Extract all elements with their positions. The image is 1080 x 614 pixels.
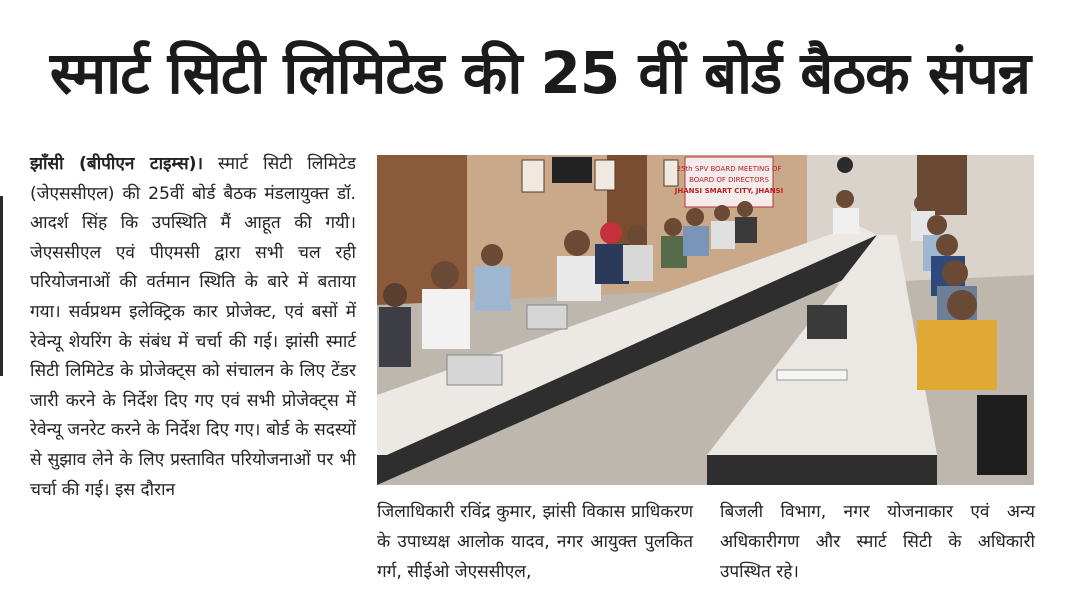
papers: [777, 370, 847, 380]
meeting-photo: [377, 155, 1034, 485]
column-rule: [0, 196, 3, 376]
banner-line-3: JHANSI SMART CITY, JHANSI: [674, 187, 784, 195]
wall-frame: [522, 160, 544, 192]
laptop: [807, 305, 847, 339]
television: [552, 157, 592, 183]
meeting-photo-illustration: [377, 155, 1034, 485]
article-column-left: [30, 150, 356, 505]
right-table-front: [707, 455, 937, 485]
headline: स्मार्ट सिटी लिमिटेड की 25 वीं बोर्ड बैठक संपन्न: [49, 38, 1031, 107]
emblem: [837, 157, 853, 173]
laptop: [527, 305, 567, 329]
banner-line-1: 25th SPV BOARD MEETING OF: [676, 165, 782, 173]
article-body: स्मार्ट सिटी लिमिटेड (जेएससीएल) की 25वीं बोर्ड बैठक मंडलायुक्त डॉ. आदर्श सिंह कि उपस्थिति मैं आहूत की गयी। जेएससीएल एवं पीएमसी द्वारा सभी चल रही परियोजनाओं की वर्तमान स्थिति के बारे में बताया गया। सर्वप्रथम इलेक्ट्रिक कार प्रोजेक्ट, एवं बसों में रेवेन्यू शेयरिंग के संबंध में चर्चा की गई। झांसी स्मार्ट सिटी लिमिटेड के प्रोजेक्ट्स को संचालन के लिए टेंडर जारी करने के निर्देश दिए गए एवं सभी प्रोजेक्ट्स में रेवेन्यू जनरेट करने के निर्देश दिए गए। बोर्ड के सदस्यों से सुझाव लेने के लिए प्रस्तावित परियोजनाओं पर भी चर्चा की गई। इस दौरान: [30, 154, 356, 500]
chair: [977, 395, 1027, 475]
laptop: [447, 355, 502, 385]
wall-frame: [595, 160, 615, 190]
wall-frame: [664, 160, 678, 186]
dateline: झाँसी (बीपीएन टाइम्स)।: [30, 154, 204, 174]
article-column-mid: जिलाधिकारी रविंद्र कुमार, झांसी विकास प्राधिकरण के उपाध्यक्ष आलोक यादव, नगर आयुक्त पुलकित गर्ग, सीईओ जेएससीएल,: [377, 502, 693, 582]
article-column-right: बिजली विभाग, नगर योजनाकार एवं अन्य अधिकारीगण और स्मार्ट सिटी के अधिकारी उपस्थित रहे।: [720, 502, 1035, 582]
banner-line-2: BOARD OF DIRECTORS: [689, 176, 769, 184]
